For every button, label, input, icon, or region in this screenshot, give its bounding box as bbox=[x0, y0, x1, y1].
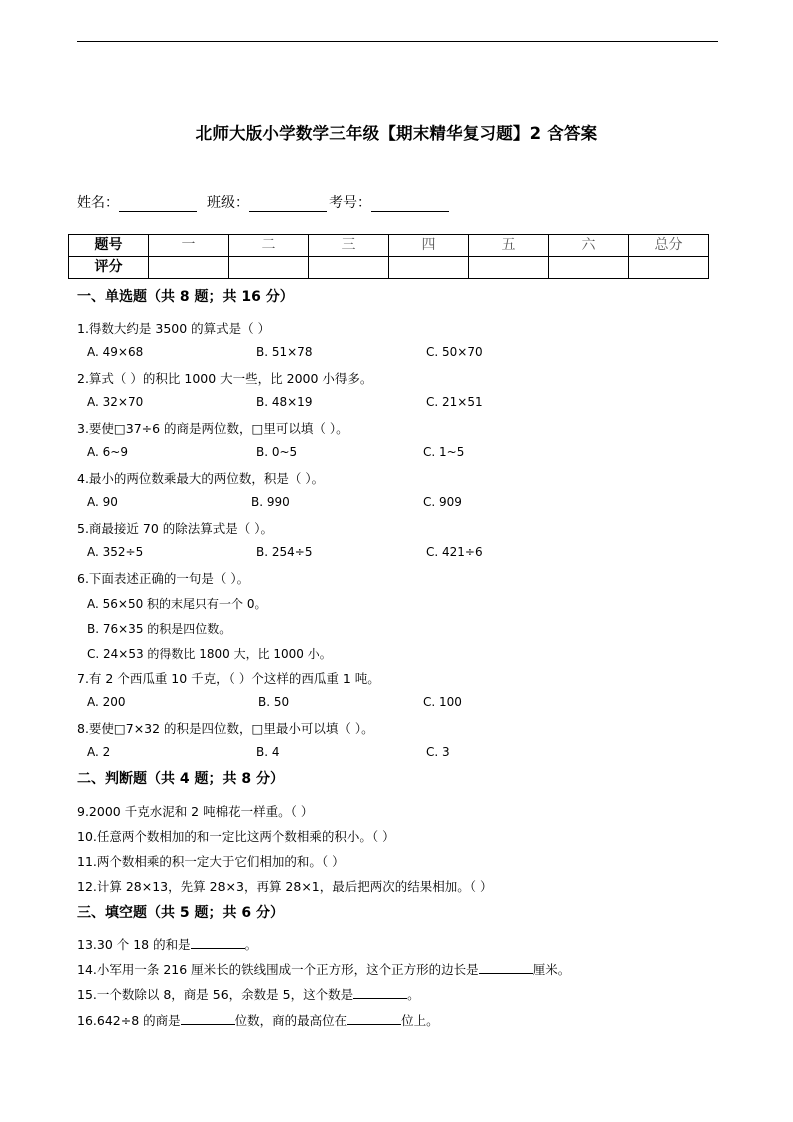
score-cell[interactable] bbox=[229, 257, 309, 279]
option-b[interactable]: B. 0~5 bbox=[256, 445, 298, 459]
option-b[interactable]: B. 4 bbox=[256, 745, 280, 759]
answer-blank[interactable] bbox=[347, 1013, 401, 1025]
option-c[interactable]: C. 1~5 bbox=[423, 445, 465, 459]
option-b[interactable]: B. 254÷5 bbox=[256, 545, 313, 559]
option-a[interactable]: A. 6~9 bbox=[87, 445, 128, 459]
score-cell[interactable] bbox=[549, 257, 629, 279]
score-table-col: 四 bbox=[389, 235, 469, 257]
option-b[interactable]: B. 50 bbox=[258, 695, 290, 709]
option-c[interactable]: C. 50×70 bbox=[426, 345, 483, 359]
option-a[interactable]: A. 352÷5 bbox=[87, 545, 144, 559]
score-table-col: 一 bbox=[149, 235, 229, 257]
question-text: 厘米。 bbox=[532, 962, 571, 977]
option-c[interactable]: C. 24×53 的得数比 1800 大，比 1000 小。 bbox=[87, 647, 332, 661]
option-c[interactable]: C. 21×51 bbox=[426, 395, 483, 409]
exam-number-blank[interactable] bbox=[371, 197, 449, 212]
option-a[interactable]: A. 90 bbox=[87, 495, 118, 509]
answer-blank[interactable] bbox=[191, 937, 245, 949]
question-7: 7.有 2 个西瓜重 10 千克，（ ）个这样的西瓜重 1 吨。 bbox=[77, 671, 380, 686]
question-text: 14.小军用一条 216 厘米长的铁线围成一个正方形，这个正方形的边长是 bbox=[77, 962, 479, 977]
question-1: 1.得数大约是 3500 的算式是（ ） bbox=[77, 321, 271, 336]
student-info-line bbox=[77, 192, 457, 212]
question-11: 11.两个数相乘的积一定大于它们相加的和。（ ） bbox=[77, 854, 345, 869]
score-table bbox=[68, 234, 709, 279]
score-table-col: 二 bbox=[229, 235, 309, 257]
question-text: 13.30 个 18 的和是 bbox=[77, 937, 191, 952]
exam-number-label: 考号： bbox=[329, 195, 371, 211]
question-5: 5.商最接近 70 的除法算式是（ ）。 bbox=[77, 521, 274, 536]
class-blank[interactable] bbox=[249, 197, 327, 212]
score-cell[interactable] bbox=[469, 257, 549, 279]
option-a[interactable]: A. 2 bbox=[87, 745, 111, 759]
score-table-score-row bbox=[69, 257, 709, 279]
question-text: 16.642÷8 的商是 bbox=[77, 1013, 181, 1028]
question-text: 位数，商的最高位在 bbox=[234, 1013, 348, 1028]
score-table-col: 五 bbox=[469, 235, 549, 257]
question-3: 3.要使□37÷6 的商是两位数，□里可以填（ ）。 bbox=[77, 421, 349, 436]
option-a[interactable]: A. 49×68 bbox=[87, 345, 144, 359]
option-b[interactable]: B. 51×78 bbox=[256, 345, 313, 359]
question-14 bbox=[77, 960, 570, 978]
question-9: 9.2000 千克水泥和 2 吨棉花一样重。（ ） bbox=[77, 804, 314, 819]
question-text: 。 bbox=[244, 937, 258, 952]
score-table-header-label: 题号 bbox=[69, 235, 149, 257]
option-a[interactable]: A. 32×70 bbox=[87, 395, 144, 409]
option-a[interactable]: A. 200 bbox=[87, 695, 126, 709]
score-table-col: 六 bbox=[549, 235, 629, 257]
score-cell[interactable] bbox=[629, 257, 709, 279]
section-heading-true-false: 二、判断题（共 4 题；共 8 分） bbox=[77, 771, 284, 787]
answer-blank[interactable] bbox=[181, 1013, 235, 1025]
question-6: 6.下面表述正确的一句是（ ）。 bbox=[77, 571, 250, 586]
option-b[interactable]: B. 990 bbox=[251, 495, 290, 509]
question-8: 8.要使□7×32 的积是四位数，□里最小可以填（ ）。 bbox=[77, 721, 374, 736]
option-c[interactable]: C. 909 bbox=[423, 495, 462, 509]
name-blank[interactable] bbox=[119, 197, 197, 212]
answer-blank[interactable] bbox=[479, 962, 533, 974]
question-4: 4.最小的两位数乘最大的两位数，积是（ ）。 bbox=[77, 471, 325, 486]
name-label: 姓名： bbox=[77, 195, 119, 211]
option-c[interactable]: C. 421÷6 bbox=[426, 545, 483, 559]
class-label: 班级： bbox=[207, 195, 249, 211]
option-b[interactable]: B. 48×19 bbox=[256, 395, 313, 409]
option-c[interactable]: C. 3 bbox=[426, 745, 450, 759]
option-b[interactable]: B. 76×35 的积是四位数。 bbox=[87, 622, 232, 636]
section-heading-fill-blank: 三、填空题（共 5 题；共 6 分） bbox=[77, 905, 284, 921]
score-table-row-label: 评分 bbox=[69, 257, 149, 279]
question-10: 10.任意两个数相加的和一定比这两个数相乘的积小。（ ） bbox=[77, 829, 395, 844]
question-16 bbox=[77, 1011, 439, 1029]
question-2: 2.算式（ ）的积比 1000 大一些，比 2000 小得多。 bbox=[77, 371, 373, 386]
score-cell[interactable] bbox=[149, 257, 229, 279]
score-cell[interactable] bbox=[309, 257, 389, 279]
section-heading-single-choice: 一、单选题（共 8 题；共 16 分） bbox=[77, 289, 294, 305]
score-cell[interactable] bbox=[389, 257, 469, 279]
question-text: 位上。 bbox=[401, 1013, 439, 1028]
question-12: 12.计算 28×13，先算 28×3，再算 28×1，最后把两次的结果相加。（ ） bbox=[77, 879, 493, 894]
score-table-col: 三 bbox=[309, 235, 389, 257]
question-text: 15.一个数除以 8，商是 56，余数是 5，这个数是 bbox=[77, 987, 354, 1002]
option-a[interactable]: A. 56×50 积的末尾只有一个 0。 bbox=[87, 597, 267, 611]
question-15 bbox=[77, 985, 420, 1003]
score-table-col: 总分 bbox=[629, 235, 709, 257]
question-13 bbox=[77, 935, 257, 953]
top-rule bbox=[77, 41, 718, 42]
question-text: 。 bbox=[407, 987, 420, 1002]
answer-blank[interactable] bbox=[353, 987, 407, 999]
option-c[interactable]: C. 100 bbox=[423, 695, 462, 709]
score-table-header-row bbox=[69, 235, 709, 257]
page-title: 北师大版小学数学三年级【期末精华复习题】2 含答案 bbox=[195, 124, 598, 143]
